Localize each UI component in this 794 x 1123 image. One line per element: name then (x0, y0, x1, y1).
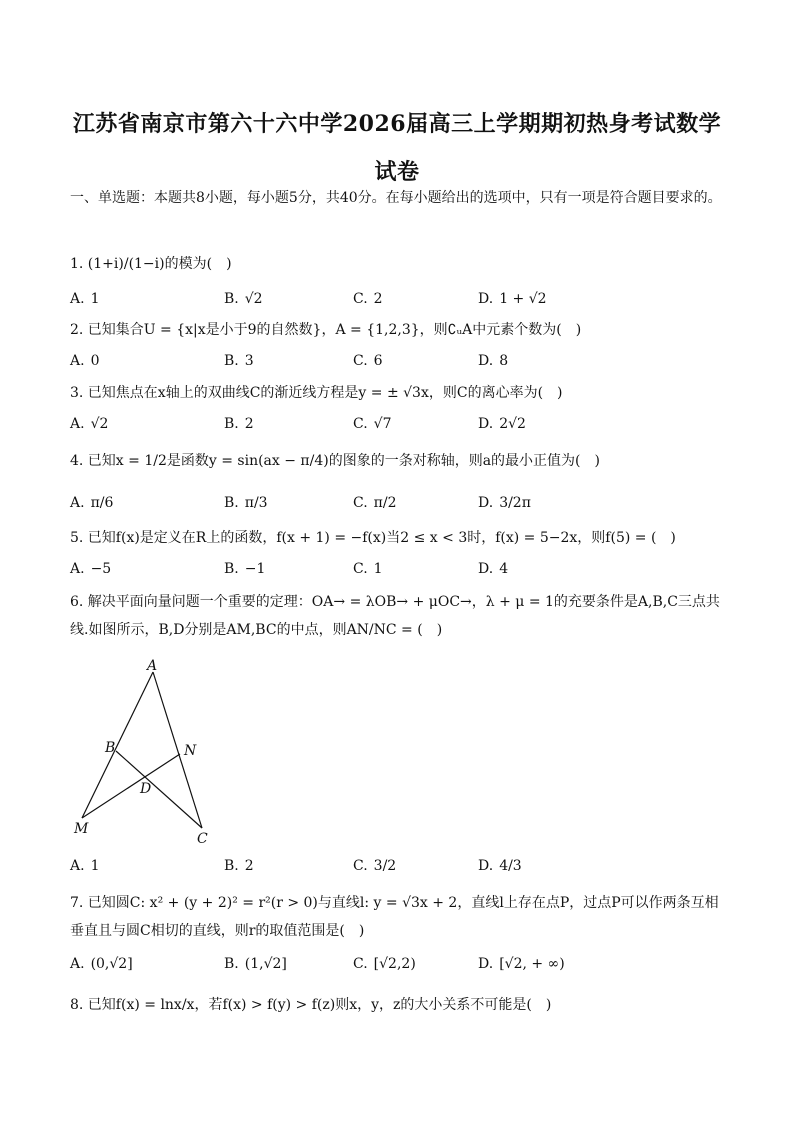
option-d: D. 8 (478, 353, 509, 369)
question-2-options (70, 347, 730, 375)
option-a: A. 0 (70, 353, 100, 369)
option-text: √2 (90, 416, 109, 432)
option-text: [√2, + ∞) (499, 956, 565, 972)
label-b: B (105, 740, 116, 756)
option-text: π/2 (373, 495, 397, 511)
option-c: C. 2 (353, 291, 383, 307)
question-7-options (70, 950, 730, 978)
option-text: 0 (90, 353, 100, 369)
option-b: B. 2 (224, 416, 254, 432)
question-3-options (70, 410, 730, 438)
section-header: 一、单选题：本题共8小题，每小题5分，共40分。在每小题给出的选项中，只有一项是符合题目要求的。 (70, 190, 722, 206)
question-1-options (70, 285, 730, 313)
option-text: [√2,2) (373, 956, 416, 972)
option-text: 4 (499, 561, 509, 577)
option-a: A. 1 (70, 858, 100, 874)
option-text: √2 (244, 291, 263, 307)
option-d: D. 4/3 (478, 858, 522, 874)
option-text: 1 (373, 561, 383, 577)
option-text: 2 (244, 858, 254, 874)
option-b: B. π/3 (224, 495, 268, 511)
option-b: B. 3 (224, 353, 254, 369)
triangle-figure (70, 650, 230, 850)
option-b: B. √2 (224, 291, 263, 307)
option-text: 2 (373, 291, 383, 307)
option-text: 1 (90, 858, 100, 874)
option-c: C. 1 (353, 561, 383, 577)
option-text: π/3 (244, 495, 268, 511)
line-b-c (116, 751, 202, 828)
option-text: 2 (244, 416, 254, 432)
option-a: A. 1 (70, 291, 100, 307)
option-text: (1,√2] (244, 956, 287, 972)
label-d: D (140, 781, 152, 797)
question-2-stem: 2. 已知集合U = {x|x是小于9的自然数}，A = {1,2,3}，则∁ᵤA中元素个数为( ) (70, 322, 582, 338)
question-5-stem: 5. 已知f(x)是定义在R上的函数，f(x + 1) = −f(x)当2 ≤ x < 3时，f(x) = 5−2x，则f(5) = ( ) (70, 530, 676, 546)
question-8-stem: 8. 已知f(x) = lnx/x，若f(x) > f(y) > f(z)则x，y，z的大小关系不可能是( ) (70, 997, 552, 1013)
question-6-options (70, 852, 730, 880)
option-d: D. [√2, + ∞) (478, 956, 565, 972)
option-text: π/6 (90, 495, 114, 511)
option-c: C. 6 (353, 353, 383, 369)
line-m-n (82, 754, 180, 818)
label-c: C (197, 831, 208, 847)
exam-title: 江苏省南京市第六十六中学2026届高三上学期期初热身考试数学试卷 (72, 111, 722, 185)
option-text: 3/2π (499, 495, 531, 511)
option-a: A. √2 (70, 416, 109, 432)
option-text: √7 (373, 416, 392, 432)
option-b: B. (1,√2] (224, 956, 287, 972)
option-d: D. 3/2π (478, 495, 531, 511)
triangle-diagram (70, 650, 230, 850)
question-4-options (70, 489, 730, 517)
option-text: 4/3 (499, 858, 522, 874)
option-text: 8 (499, 353, 509, 369)
option-d: D. 1 + √2 (478, 291, 547, 307)
option-a: A. (0,√2] (70, 956, 133, 972)
option-c: C. 3/2 (353, 858, 397, 874)
question-7-stem: 7. 已知圆C: x² + (y + 2)² = r²(r > 0)与直线l: y = √3x + 2，直线l上存在点P，过点P可以作两条互相垂直且与圆C相切的直线，则r的取值范围是( ) (70, 895, 719, 939)
option-text: 3/2 (373, 858, 397, 874)
question-6-stem: 6. 解决平面向量问题一个重要的定理：OA→ = λOB→ + μOC→，λ + μ = 1的充要条件是A,B,C三点共线.如图所示，B,D分别是AM,BC的中点，则AN/NC = ( ) (70, 594, 720, 638)
option-d: D. 4 (478, 561, 509, 577)
option-a: A. π/6 (70, 495, 114, 511)
question-5-options (70, 555, 730, 583)
option-text: 3 (244, 353, 254, 369)
label-a: A (147, 658, 158, 674)
option-a: A. −5 (70, 561, 112, 577)
option-text: 1 + √2 (499, 291, 547, 307)
option-text: −5 (90, 561, 112, 577)
option-c: C. √7 (353, 416, 392, 432)
option-text: 6 (373, 353, 383, 369)
option-b: B. 2 (224, 858, 254, 874)
option-text: 1 (90, 291, 100, 307)
question-1-stem: 1. (1+i)/(1−i)的模为( ) (70, 256, 232, 272)
label-m: M (74, 821, 89, 837)
option-c: C. π/2 (353, 495, 397, 511)
question-4-stem: 4. 已知x = 1/2是函数y = sin(ax − π/4)的图象的一条对称轴，则a的最小正值为( ) (70, 453, 600, 469)
option-d: D. 2√2 (478, 416, 526, 432)
option-c: C. [√2,2) (353, 956, 416, 972)
option-text: −1 (244, 561, 266, 577)
option-text: 2√2 (499, 416, 526, 432)
option-b: B. −1 (224, 561, 266, 577)
label-n: N (184, 743, 197, 759)
option-text: (0,√2] (90, 956, 133, 972)
question-3-stem: 3. 已知焦点在x轴上的双曲线C的渐近线方程是y = ± √3x，则C的离心率为( ) (70, 385, 563, 401)
